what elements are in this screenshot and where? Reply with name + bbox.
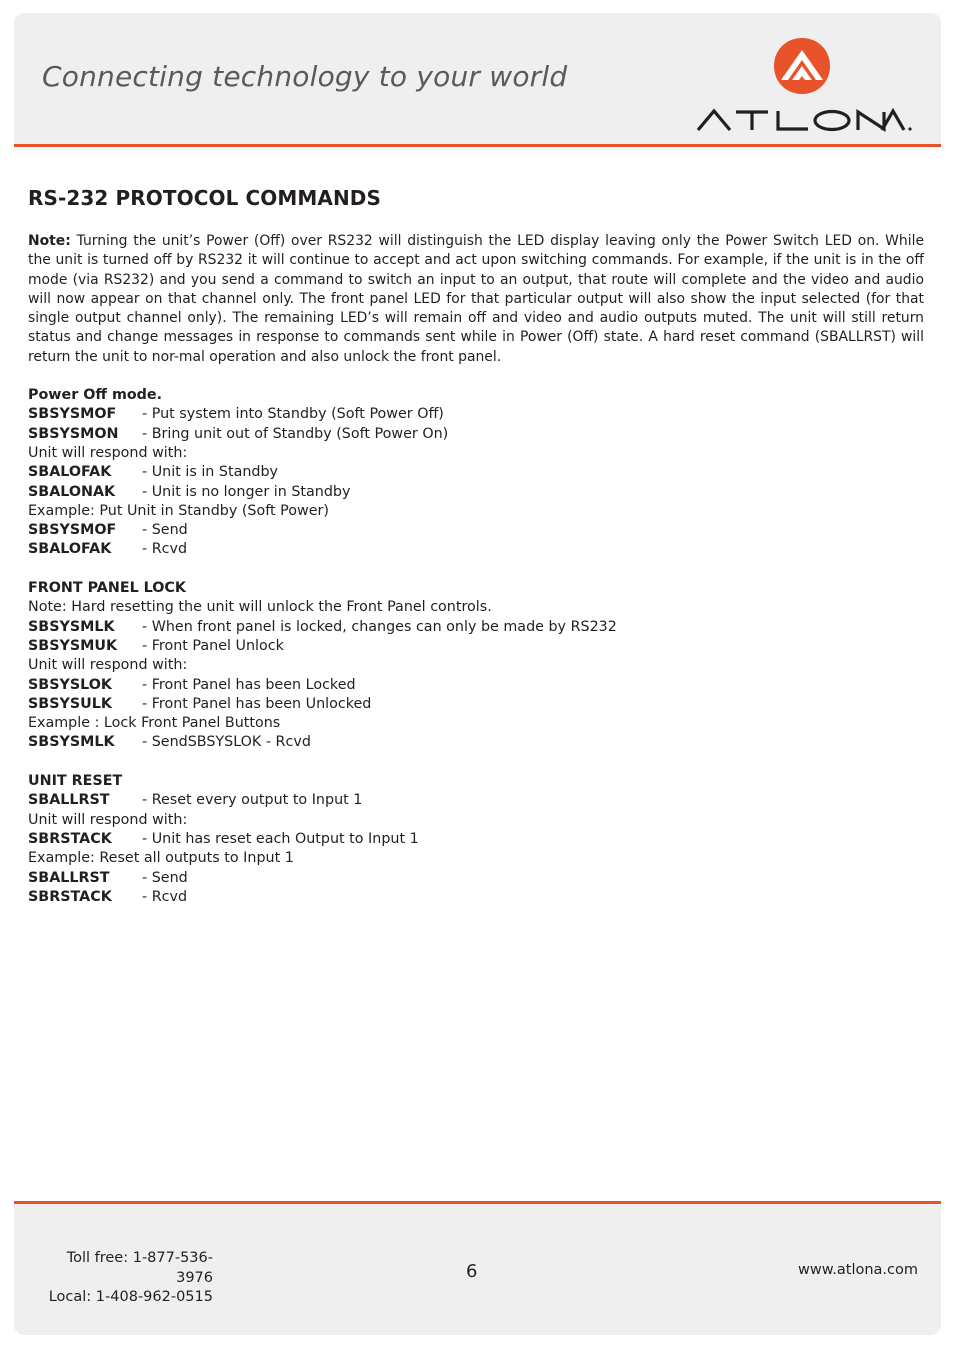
command-code: SBRSTACK — [28, 888, 112, 905]
command-code: SBSYSMON — [28, 425, 119, 442]
respond-label: Unit will respond with: — [28, 811, 188, 828]
header-tagline: Connecting technology to your world — [42, 60, 568, 93]
note-label: Note: — [28, 233, 71, 249]
example-label: Example: Put Unit in Standby (Soft Power) — [28, 502, 329, 519]
command-row — [28, 540, 924, 559]
command-row — [28, 695, 924, 714]
unit-reset-section — [28, 772, 924, 907]
example-label: Example: Reset all outputs to Input 1 — [28, 850, 294, 867]
website-link[interactable]: www.atlona.com — [798, 1262, 918, 1278]
command-row — [28, 830, 924, 849]
section-title: RS-232 PROTOCOL COMMANDS — [28, 186, 382, 210]
power-off-heading: Power Off mode. — [28, 387, 163, 404]
header-rule — [14, 144, 941, 147]
command-desc: - Front Panel has been Unlocked — [142, 695, 372, 712]
unit-reset-heading: UNIT RESET — [28, 773, 123, 790]
command-desc: - SendSBSYSLOK - Rcvd — [142, 734, 311, 751]
command-row — [28, 733, 924, 752]
command-desc: - Send — [142, 869, 188, 886]
command-desc: - Bring unit out of Standby (Soft Power On) — [142, 425, 449, 442]
command-code: SBSYSMLK — [28, 618, 115, 635]
command-code: SBRSTACK — [28, 830, 112, 847]
command-code: SBSYSULK — [28, 695, 112, 712]
front-panel-heading: FRONT PANEL LOCK — [28, 580, 186, 597]
atlona-logo-icon — [771, 36, 833, 96]
command-row — [28, 483, 924, 502]
command-desc: - Reset every output to Input 1 — [142, 792, 363, 809]
command-desc: - Front Panel Unlock — [142, 637, 284, 654]
command-code: SBSYSMLK — [28, 734, 115, 751]
command-desc: - Send — [142, 522, 188, 539]
command-row — [28, 463, 924, 482]
front-panel-note: Note: Hard resetting the unit will unlock the Front Panel controls. — [28, 599, 492, 616]
command-row — [28, 791, 924, 810]
command-code: SBSYSMOF — [28, 406, 117, 423]
command-row — [28, 676, 924, 695]
front-panel-section — [28, 579, 924, 753]
command-code: SBALLRST — [28, 869, 110, 886]
command-desc: - When front panel is locked, changes can only be made by RS232 — [142, 618, 617, 635]
command-code: SBALOFAK — [28, 464, 112, 481]
command-code: SBSYSMUK — [28, 637, 118, 654]
respond-label: Unit will respond with: — [28, 657, 188, 674]
command-row — [28, 869, 924, 888]
command-row — [28, 637, 924, 656]
command-row — [28, 521, 924, 540]
command-code: SBSYSLOK — [28, 676, 112, 693]
page-number: 6 — [466, 1261, 478, 1282]
atlona-wordmark — [696, 108, 914, 132]
command-code: SBALONAK — [28, 483, 116, 500]
command-desc: - Unit is no longer in Standby — [142, 483, 351, 500]
power-off-section — [28, 386, 924, 560]
command-desc: - Rcvd — [142, 541, 188, 558]
command-desc: - Unit has reset each Output to Input 1 — [142, 830, 419, 847]
toll-free-number: Toll free: 1-877-536-3976 — [66, 1250, 213, 1286]
command-desc: - Front Panel has been Locked — [142, 676, 356, 693]
local-number: Local: 1-408-962-0515 — [48, 1289, 213, 1305]
command-row — [28, 425, 924, 444]
note-paragraph — [28, 232, 924, 367]
page-content — [28, 186, 924, 926]
command-desc: - Unit is in Standby — [142, 464, 279, 481]
command-row — [28, 888, 924, 907]
example-label: Example : Lock Front Panel Buttons — [28, 715, 281, 732]
note-text: Turning the unit’s Power (Off) over RS232 will distinguish the LED display leaving only the Power Switch LED on. While the unit is turned off by RS232 it will continue to accept and act upon switching commands. For example, if the unit is in the off mode (via RS232) and you send a command to switch an input to an output, that route will complete and the video and audio will now appear on that channel only. The front panel LED for that particular output will also show the input selected (for that single output channel only). The remaining LED’s will remain off and video and audio outputs muted. The unit will still return status and change messages in response to commands sent while in Power (Off) state. A hard reset command (SBALLRST) will return the unit to nor-mal operation and also unlock the front panel. — [28, 233, 924, 365]
command-desc: - Rcvd — [142, 888, 188, 905]
command-desc: - Put system into Standby (Soft Power Off) — [142, 406, 444, 423]
respond-label: Unit will respond with: — [28, 444, 188, 461]
command-row — [28, 618, 924, 637]
command-code: SBALOFAK — [28, 541, 112, 558]
footer-phone-block — [35, 1249, 213, 1308]
command-code: SBSYSMOF — [28, 522, 117, 539]
command-row — [28, 405, 924, 424]
command-code: SBALLRST — [28, 792, 110, 809]
